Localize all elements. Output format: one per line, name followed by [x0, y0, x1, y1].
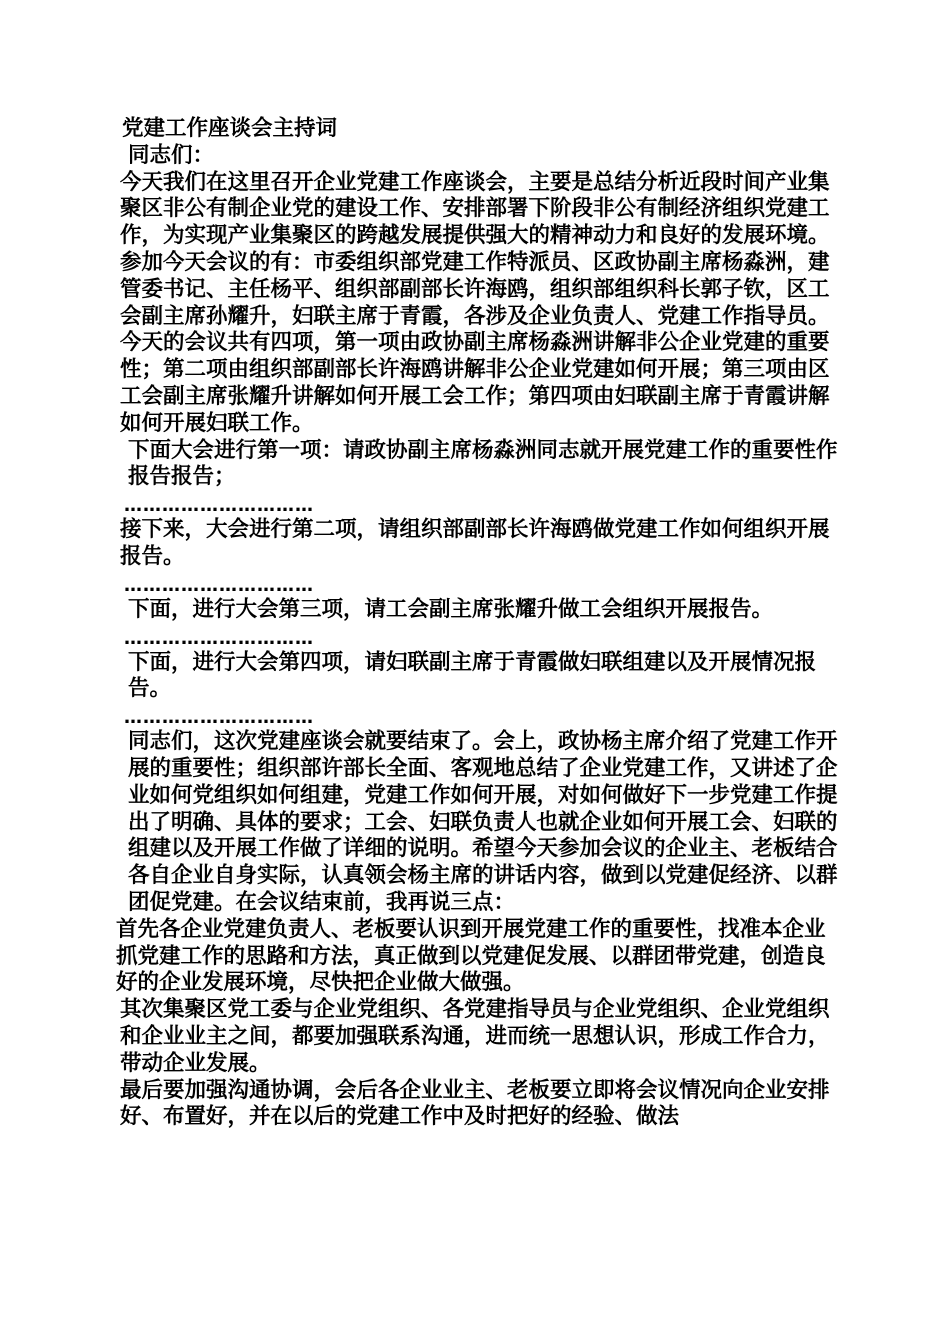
paragraph-item-2: 接下来，大会进行第二项，请组织部副部长许海鸥做党建工作如何组织开展报告。	[120, 517, 830, 569]
paragraph-item-1: 下面大会进行第一项：请政协副主席杨淼洲同志就开展党建工作的重要性作报告报告；	[128, 437, 838, 490]
ellipsis-separator-2: …………………………	[124, 574, 314, 596]
document-page	[116, 116, 842, 1131]
greeting: 同志们：	[128, 142, 215, 168]
paragraph-point-3: 最后要加强沟通协调，会后各企业业主、老板要立即将会议情况向企业安排好、布置好，并在以后的党建工作中及时把好的经验、做法	[120, 1077, 830, 1130]
paragraph-point-2: 其次集聚区党工委与企业党组织、各党建指导员与企业党组织、企业党组织和企业业主之间，都要加强联系沟通，进而统一思想认识，形成工作合力，带动企业发展。	[120, 997, 830, 1076]
paragraph-intro: 今天我们在这里召开企业党建工作座谈会，主要是总结分析近段时间产业集聚区非公有制企业党的建设工作、安排部署下阶段非公有制经济组织党建工作，为实现产业集聚区的跨越发展提供强大的精神动力和良好的发展环境。 参加今天会议的有：市委组织部党建工作特派员、区政协副主席杨淼洲，建管委书记、主任杨平、组织部副部长许海鸥，组织部组织科长郭子钦，区工会副主席孙耀升，妇联主席于青霞，各涉及企业负责人、党建工作指导员。 今天的会议共有四项，第一项由政协副主席杨淼洲讲解非公企业党建的重要性；第二项由组织部副部长许海鸥讲解非公企业党建如何开展；第三项由区工会副主席张耀升讲解如何开展工会工作；第四项由妇联副主席于青霞讲解如何开展妇联工作。	[120, 169, 838, 436]
paragraph-item-4: 下面，进行大会第四项，请妇联副主席于青霞做妇联组建以及开展情况报告。	[128, 649, 817, 702]
paragraph-point-1: 首先各企业党建负责人、老板要认识到开展党建工作的重要性，找准本企业抓党建工作的思路和方法，真正做到以党建促发展、以群团带党建，创造良好的企业发展环境，尽快把企业做大做强。	[116, 916, 826, 996]
ellipsis-separator-3: …………………………	[124, 627, 314, 649]
ellipsis-separator-1: …………………………	[124, 495, 314, 517]
paragraph-item-3: 下面，进行大会第三项，请工会副主席张耀升做工会组织开展报告。	[128, 596, 774, 622]
paragraph-summary: 同志们，这次党建座谈会就要结束了。会上，政协杨主席介绍了党建工作开展的重要性；组织部许部长全面、客观地总结了企业党建工作，又讲述了企业如何党组织如何组建，党建工作如何开展，对如何做好下一步党建工作提出了明确、具体的要求；工会、妇联负责人也就企业如何开展工会、妇联的组建以及开展工作做了详细的说明。希望今天参加会议的企业主、老板结合各自企业自身实际，认真领会杨主席的讲话内容，做到以党建促经济、以群团促党建。在会议结束前，我再说三点：	[128, 729, 838, 915]
ellipsis-separator-4: …………………………	[124, 707, 314, 729]
document-title: 党建工作座谈会主持词	[122, 116, 338, 141]
